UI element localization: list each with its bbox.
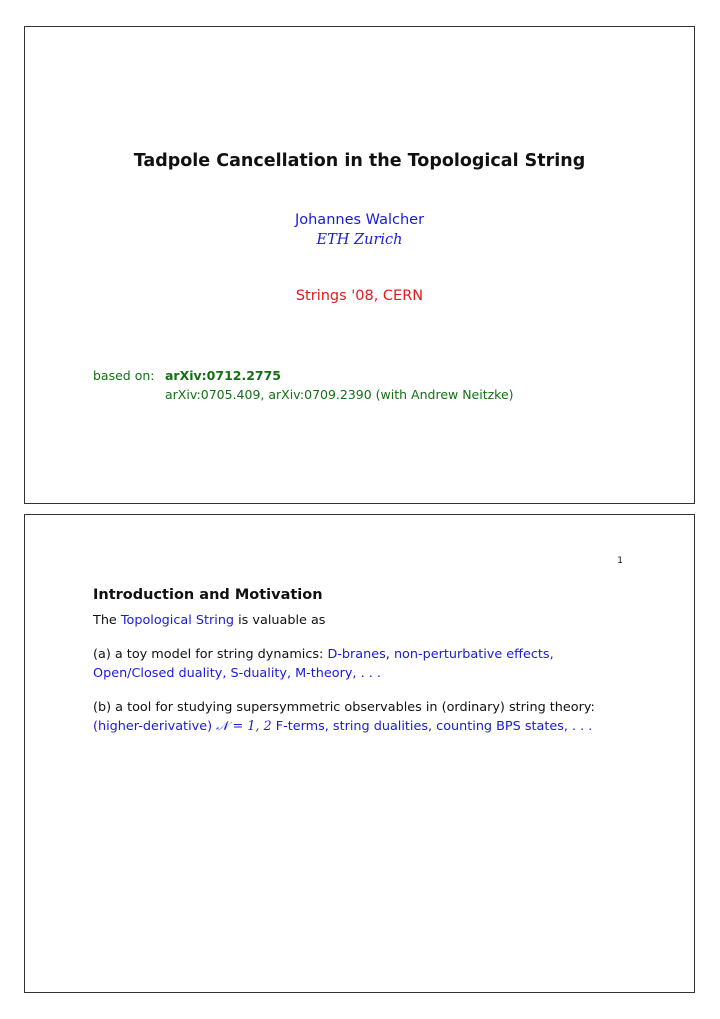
title-slide <box>24 26 695 504</box>
conference-name: Strings '08, CERN <box>295 288 424 304</box>
d-branes-term: D-branes <box>327 647 386 662</box>
talk-title: Tadpole Cancellation in the Topological String <box>133 151 586 171</box>
topological-string-term: Topological String <box>120 613 235 628</box>
intro-post: is valuable as <box>234 613 326 628</box>
section-title: Introduction and Motivation <box>93 587 323 603</box>
item-a-line2: Open/Closed duality, S-duality, M-theory, . . . <box>93 666 381 681</box>
item-b-line2-post: F-terms, string dualities, counting BPS states, . . . <box>271 719 593 734</box>
n-equals-formula: 𝒩 = 1, 2 <box>216 719 272 734</box>
item-a-pre: (a) a toy model for string dynamics: <box>93 647 328 662</box>
based-on-label: based on: <box>93 368 155 383</box>
main-reference: arXiv:0712.2775 <box>165 368 281 383</box>
item-b-line1: (b) a tool for studying supersymmetric observables in (ordinary) string theory: <box>93 700 595 715</box>
intro-slide <box>24 514 695 993</box>
non-perturbative-term: non-perturbative effects, <box>393 647 554 662</box>
author-name: Johannes Walcher <box>294 212 425 228</box>
based-on-references <box>93 368 514 402</box>
intro-pre: The <box>93 613 121 628</box>
author-affiliation: ETH Zurich <box>316 232 403 248</box>
item-b-line2-pre: (higher-derivative) <box>93 719 217 734</box>
item-a-paragraph <box>93 645 653 683</box>
intro-paragraph <box>93 611 653 630</box>
page-number: 1 <box>617 556 623 566</box>
item-a-sep: , <box>385 647 394 662</box>
item-b-paragraph <box>93 698 653 736</box>
other-references: arXiv:0705.409, arXiv:0709.2390 (with Andrew Neitzke) <box>165 387 514 402</box>
